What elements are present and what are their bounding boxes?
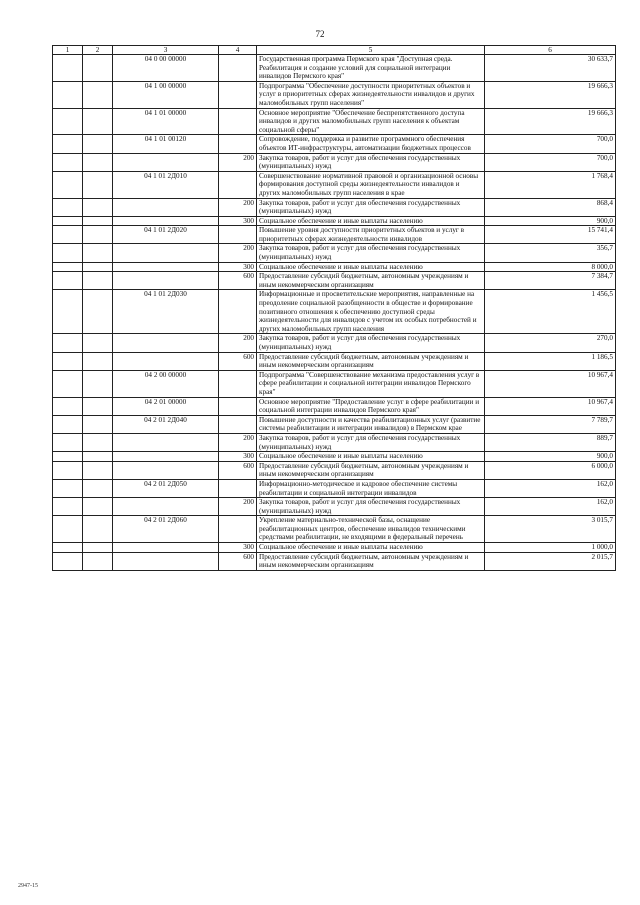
table-row [53,516,616,543]
amount: 889,7 [485,433,616,451]
item-name: Социальное обеспечение и иные выплаты населению [257,543,485,553]
target-article-code [113,552,219,570]
item-name: Закупка товаров, работ и услуг для обеспечения государственных (муниципальных) нужд [257,433,485,451]
target-article-code: 04 1 01 00000 [113,108,219,135]
empty-cell [83,272,113,290]
empty-cell [83,498,113,516]
target-article-code [113,262,219,272]
item-name: Закупка товаров, работ и услуг для обеспечения государственных (муниципальных) нужд [257,244,485,262]
empty-cell [83,552,113,570]
expense-type-code: 200 [219,153,257,171]
empty-cell [53,452,83,462]
amount: 1 768,4 [485,171,616,198]
table-row [53,153,616,171]
empty-cell [53,216,83,226]
empty-cell [83,516,113,543]
target-article-code: 04 1 01 2Д010 [113,171,219,198]
expense-type-code [219,226,257,244]
amount: 6 000,0 [485,461,616,479]
amount: 356,7 [485,244,616,262]
item-name: Предоставление субсидий бюджетным, автономным учреждениям и иным некоммерческим организациям [257,461,485,479]
expense-type-code [219,135,257,153]
expense-type-code: 300 [219,216,257,226]
item-name: Укрепление материально-технической базы, оснащение реабилитационных центров, обеспечение инвалидов техническими средствами реабилитации, не входящими в федеральный перечень [257,516,485,543]
amount: 7 789,7 [485,415,616,433]
table-row [53,479,616,497]
column-header: 1 [53,46,83,55]
item-name: Совершенствование нормативной правовой и организационной основы формирования доступной среды жизнедеятельности инвалидов и других маломобильных групп населения в крае [257,171,485,198]
empty-cell [83,433,113,451]
empty-cell [83,352,113,370]
item-name: Предоставление субсидий бюджетным, автономным учреждениям и иным некоммерческим организациям [257,352,485,370]
table-row [53,81,616,108]
expense-type-code [219,415,257,433]
expense-type-code [219,290,257,334]
item-name: Социальное обеспечение и иные выплаты населению [257,262,485,272]
table-row [53,415,616,433]
table-row [53,334,616,352]
table-row [53,135,616,153]
target-article-code [113,543,219,553]
expense-type-code [219,81,257,108]
expense-type-code: 300 [219,262,257,272]
empty-cell [53,552,83,570]
target-article-code [113,198,219,216]
target-article-code: 04 1 01 2Д030 [113,290,219,334]
table-row [53,433,616,451]
item-name: Повышение доступности и качества реабилитационных услуг (развитие системы реабилитации и интеграции инвалидов) в Пермском крае [257,415,485,433]
table-body [53,55,616,571]
expense-type-code: 600 [219,461,257,479]
expense-type-code [219,479,257,497]
empty-cell [83,135,113,153]
amount: 10 967,4 [485,370,616,397]
empty-cell [83,216,113,226]
table-row [53,552,616,570]
item-name: Повышение уровня доступности приоритетных объектов и услуг в приоритетных сферах жизнедеятельности инвалидов [257,226,485,244]
empty-cell [53,290,83,334]
empty-cell [83,55,113,82]
empty-cell [53,226,83,244]
item-name: Социальное обеспечение и иные выплаты населению [257,452,485,462]
expense-type-code: 600 [219,272,257,290]
expense-type-code [219,516,257,543]
table-row [53,226,616,244]
amount: 3 015,7 [485,516,616,543]
amount: 900,0 [485,452,616,462]
amount: 30 633,7 [485,55,616,82]
table-row [53,290,616,334]
empty-cell [53,334,83,352]
empty-cell [83,171,113,198]
empty-cell [83,479,113,497]
expense-type-code [219,55,257,82]
empty-cell [53,397,83,415]
expense-type-code: 200 [219,198,257,216]
table-row [53,461,616,479]
target-article-code [113,216,219,226]
empty-cell [53,55,83,82]
item-name: Закупка товаров, работ и услуг для обеспечения государственных (муниципальных) нужд [257,153,485,171]
amount: 15 741,4 [485,226,616,244]
empty-cell [53,108,83,135]
amount: 10 967,4 [485,397,616,415]
empty-cell [83,461,113,479]
empty-cell [83,397,113,415]
table-row [53,244,616,262]
target-article-code [113,334,219,352]
item-name: Основное мероприятие "Предоставление услуг в сфере реабилитации и социальной интеграции инвалидов Пермского края" [257,397,485,415]
column-header: 5 [257,46,485,55]
empty-cell [53,498,83,516]
expense-type-code [219,370,257,397]
empty-cell [53,479,83,497]
amount: 8 000,0 [485,262,616,272]
expense-type-code: 200 [219,244,257,262]
empty-cell [83,262,113,272]
target-article-code: 04 2 00 00000 [113,370,219,397]
empty-cell [53,272,83,290]
item-name: Основное мероприятие "Обеспечение беспрепятственного доступа инвалидов и других маломобильных групп населения к объектам социальной сферы" [257,108,485,135]
expense-type-code [219,397,257,415]
expense-type-code [219,171,257,198]
empty-cell [83,108,113,135]
amount: 19 666,3 [485,81,616,108]
target-article-code [113,272,219,290]
empty-cell [53,198,83,216]
empty-cell [53,171,83,198]
table-row [53,352,616,370]
target-article-code [113,153,219,171]
empty-cell [83,415,113,433]
table-row [53,262,616,272]
item-name: Предоставление субсидий бюджетным, автономным учреждениям и иным некоммерческим организациям [257,272,485,290]
item-name: Подпрограмма "Совершенствование механизма предоставления услуг в сфере реабилитации и социальной интеграции инвалидов Пермского края" [257,370,485,397]
expense-type-code: 300 [219,543,257,553]
item-name: Закупка товаров, работ и услуг для обеспечения государственных (муниципальных) нужд [257,334,485,352]
amount: 1 000,0 [485,543,616,553]
empty-cell [53,352,83,370]
table-row [53,370,616,397]
target-article-code: 04 0 00 00000 [113,55,219,82]
empty-cell [53,461,83,479]
empty-cell [83,543,113,553]
item-name: Подпрограмма "Обеспечение доступности приоритетных объектов и услуг в приоритетных сферах жизнедеятельности инвалидов и других маломобильных групп населения" [257,81,485,108]
empty-cell [83,370,113,397]
empty-cell [53,516,83,543]
table-row [53,272,616,290]
expense-type-code: 200 [219,334,257,352]
expense-type-code: 600 [219,552,257,570]
target-article-code: 04 1 01 2Д020 [113,226,219,244]
item-name: Информационные и просветительские мероприятия, направленные на преодоление социальной разобщенности в обществе и формирование позитивного отношения к обеспечению доступной среды жизнедеятельности для инвалидов с учетом их особых потребностей и других маломобильных групп населения [257,290,485,334]
target-article-code: 04 1 01 00120 [113,135,219,153]
table-row [53,171,616,198]
target-article-code [113,433,219,451]
expense-type-code: 300 [219,452,257,462]
empty-cell [53,543,83,553]
amount: 700,0 [485,135,616,153]
empty-cell [53,135,83,153]
budget-table [52,45,616,571]
table-row [53,397,616,415]
target-article-code [113,352,219,370]
amount: 700,0 [485,153,616,171]
amount: 162,0 [485,479,616,497]
target-article-code [113,244,219,262]
empty-cell [83,226,113,244]
amount: 270,0 [485,334,616,352]
target-article-code: 04 2 01 00000 [113,397,219,415]
column-header: 2 [83,46,113,55]
column-header: 4 [219,46,257,55]
empty-cell [53,433,83,451]
amount: 1 186,5 [485,352,616,370]
target-article-code: 04 1 00 00000 [113,81,219,108]
empty-cell [83,81,113,108]
expense-type-code: 200 [219,433,257,451]
table-row [53,452,616,462]
item-name: Социальное обеспечение и иные выплаты населению [257,216,485,226]
amount: 162,0 [485,498,616,516]
table-row [53,198,616,216]
table-row [53,216,616,226]
empty-cell [83,244,113,262]
item-name: Сопровождение, поддержка и развитие программного обеспечения объектов ИТ-инфраструктуры, автоматизации бюджетных процессов [257,135,485,153]
amount: 900,0 [485,216,616,226]
empty-cell [53,153,83,171]
amount: 868,4 [485,198,616,216]
item-name: Информационно-методическое и кадровое обеспечение системы реабилитации и социальной интеграции инвалидов [257,479,485,497]
empty-cell [83,334,113,352]
item-name: Закупка товаров, работ и услуг для обеспечения государственных (муниципальных) нужд [257,498,485,516]
expense-type-code: 600 [219,352,257,370]
column-header: 3 [113,46,219,55]
empty-cell [83,290,113,334]
empty-cell [83,452,113,462]
empty-cell [53,262,83,272]
amount: 19 666,3 [485,108,616,135]
document-code: 2947-15 [18,883,38,889]
amount: 2 015,7 [485,552,616,570]
target-article-code: 04 2 01 2Д040 [113,415,219,433]
target-article-code [113,452,219,462]
item-name: Закупка товаров, работ и услуг для обеспечения государственных (муниципальных) нужд [257,198,485,216]
empty-cell [83,153,113,171]
target-article-code: 04 2 01 2Д060 [113,516,219,543]
target-article-code [113,498,219,516]
item-name: Государственная программа Пермского края "Доступная среда. Реабилитация и создание условий для социальной интеграции инвалидов Пермского края" [257,55,485,82]
empty-cell [53,370,83,397]
expense-type-code [219,108,257,135]
empty-cell [83,198,113,216]
table-row [53,543,616,553]
empty-cell [53,415,83,433]
item-name: Предоставление субсидий бюджетным, автономным учреждениям и иным некоммерческим организациям [257,552,485,570]
page-number: 72 [315,29,325,39]
empty-cell [53,81,83,108]
column-header: 6 [485,46,616,55]
expense-type-code: 200 [219,498,257,516]
target-article-code [113,461,219,479]
target-article-code: 04 2 01 2Д050 [113,479,219,497]
table-header-row [53,46,616,55]
amount: 1 456,5 [485,290,616,334]
empty-cell [53,244,83,262]
table-row [53,55,616,82]
table-row [53,498,616,516]
table-row [53,108,616,135]
amount: 7 384,7 [485,272,616,290]
